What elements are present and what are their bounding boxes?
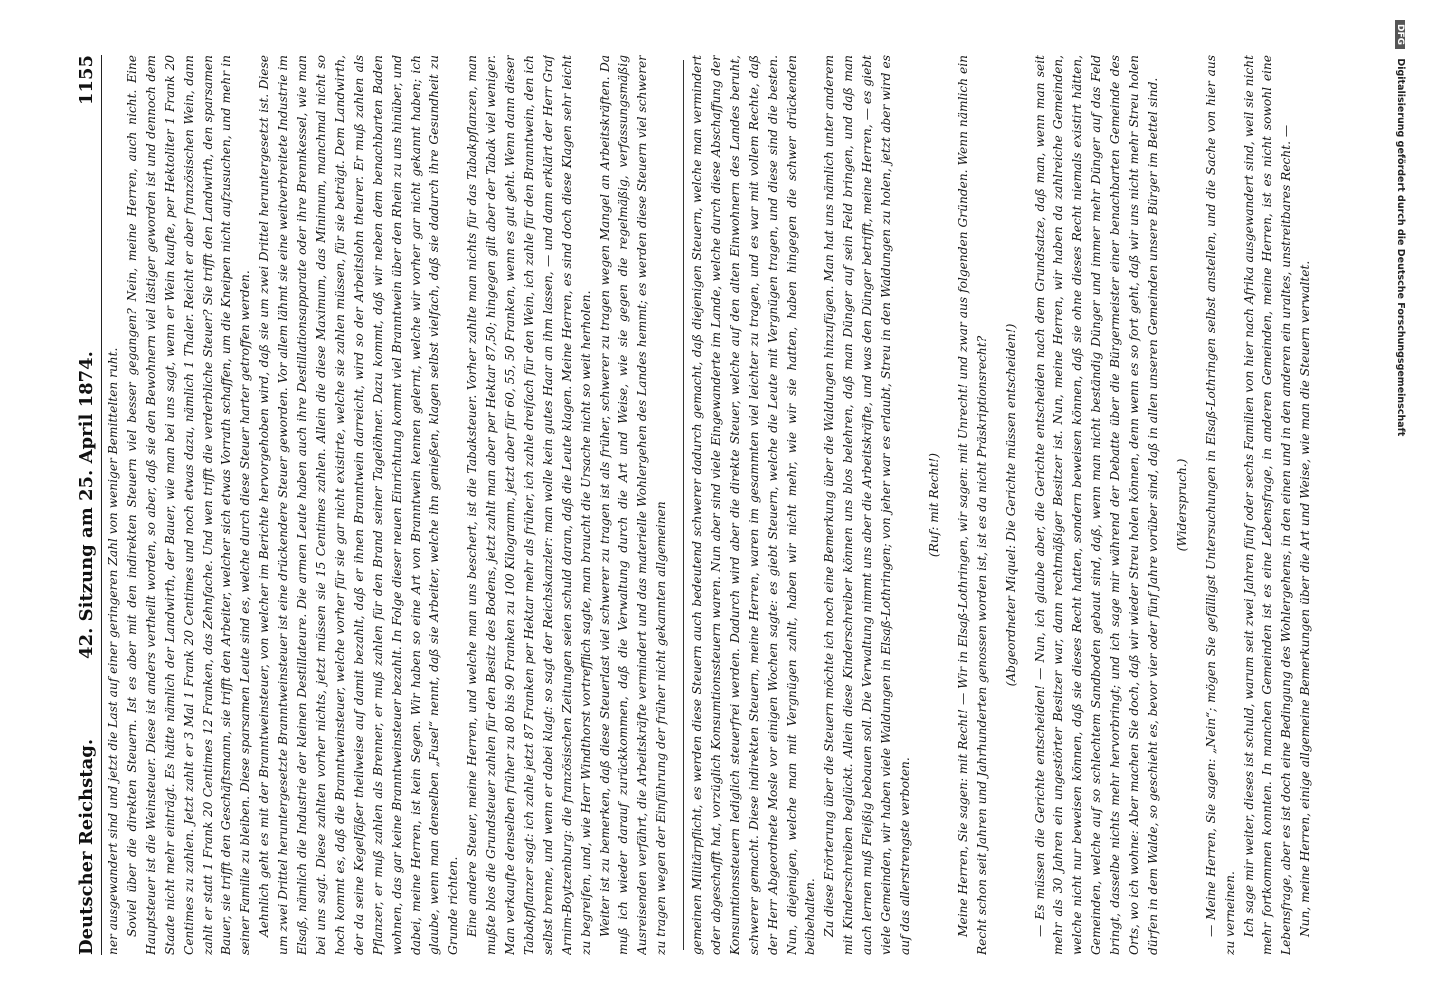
dfg-logo: DFG xyxy=(1395,20,1405,49)
paragraph: Meine Herren, Sie sagen: mit Recht! — Wir in Elsaß-Lothringen, wir sagen: mit Unrecht! und zwar aus folgenden Gründen. Wenn nämlich ein Recht schon seit Jahren und Jahrhunderten genossen worden ist, ist es da nicht Präskriptionsrecht? xyxy=(955,55,989,955)
paragraph: Eine andere Steuer, meine Herren, und welche man uns beschert, ist die Tabaksteuer. Vorher zahlte man nichts für das Tabakpflanzen, man mußte blos die Grundsteuer zahlen für den Besitz des Bodens, jetzt zahlt man aber per Hektar 87,50; hingegen gilt aber der Tabak viel weniger. Man verkaufte denselben früher zu 80 bis 90 Franken zu 100 Kilogramm, jetzt aber für 60, 55, 50 Franken, wenn es gut geht. Wenn dann dieser Tabakpflanzer sagt: ich zahle jetzt 87 Franken per Hektar mehr als früher, ich zahle dreifach für den Wein, ich zahle für den Branntwein, den ich selbst brenne, und wenn er dabei klagt: so sagt der Reichskanzler: man wolle kein gutes Haar an ihm lassen, — und dann erklärt der Herr Graf Arnim-Boytzenburg: die französischen Zeitungen seien schuld daran, daß die Leute klagen. Meine Herren, es sind doch diese Klagen sehr leicht zu begreifen, und, wie Herr Windthorst vortrefflich sagte, man braucht die Ursache nicht so weit herholen. xyxy=(465,55,593,955)
paragraph: Aehnlich geht es mit der Branntweinsteuer, von welcher im Berichte hervorgehoben wird, daß sie um zwei Drittel heruntergesetzt ist. Diese um zwei Drittel heruntergesetzte Branntweinsteuer ist eine drückendere Steuer geworden. Vor allem lähmt sie eine weitverbreitete Industrie im Elsaß, nämlich die Industrie der kleinen Destillateure. Die armen Leute haben auch ihre Destillationsapparate oder ihre Brennkessel, wie man bei uns sagt. Diese zahlten vorher nichts, jetzt müssen sie 15 Centimes zahlen. Allein die diese Maximum, das Minimum, manchmal nicht so hoch kommt es, daß die Branntweinsteuer, welche vorher für sie gar nicht existirte, welche sie zahlen müssen, für sie beträgt. Dem Landwirth, der da seine Kegelfäßer theilweise auf damit bezahlt, daß er ihnen Branntwein darreicht, wird so der Arbeitslohn theurer. Er muß zahlen als Pflanzer, er muß zahlen als Brenner, er muß zahlen für den Brand seiner Tagelöhner. Dazu kommt, daß wir neben dem benachbarten Baden wohnen, das gar keine Branntweinsteuer bezahlt. In Folge dieser neuen Einrichtung kommt viel Branntwein über den Rhein zu uns hinüber, und dabei, meine Herren, ist kein Segen. Wir haben so eine Art von Branntwein kennen gelernt, welche wir vorher gar nicht gekannt haben; ich glaube, wenn man denselben „Fusel“ nennt, daß sie Arbeiter, welche ihn genießen, klagen selbst vielfach, daß sie dadurch ihre Gesundheit zu Grunde richten. xyxy=(257,55,461,955)
paragraph: (Abgeordneter Miquel: Die Gerichte müssen entscheiden!) xyxy=(1003,323,1018,687)
paragraph: — Es müssen die Gerichte entscheiden! — Nun, ich glaube aber, die Gerichte entscheiden nach dem Grundsatze, daß man, wenn man seit mehr als 30 Jahren ein ungestörter Besitzer war, dann rechtmäßiger Besitzer ist. Nun, meine Herren, wir haben da zahlreiche Gemeinden, welche nicht nur beweisen können, daß sie dieses Recht hatten, sondern beweisen können, daß sie ohne dieses Recht niemals existirt hätten, Gemeinden, welche auf so schlechtem Sandboden gebaut sind, daß, wenn man nicht beständig Dünger und immer mehr Dünger auf das Feld bringt, dasselbe nichts mehr hervorbringt; und ich sage mir während der Debatte über die Bürgermeister einer benachbarten Gemeinde des Orts, wo ich wohne: Aber machen Sie doch, daß wir wieder Streu holen können, denn wenn es so fort geht, daß wir uns nicht mehr Streu holen dürfen in dem Walde, so geschieht es, bevor vier oder fünf Jahre vorüber sind, daß in allen unseren Gemeinden unsere Bürger im Bettel sind. xyxy=(1032,55,1160,955)
paragraph: Nun, meine Herren, einige allgemeine Bemerkungen über die Art und Weise, wie man die Steuern verwaltet. xyxy=(1298,260,1313,937)
paragraph: — Meine Herren, Sie sagen: „Nein“; mögen Sie gefälligst Untersuchungen in Elsaß-Lothringen selbst anstellen, und die Sache von hier aus zu verneinen. xyxy=(1203,55,1237,955)
paragraph: Zu diese Erörterung über die Steuern möchte ich noch eine Bemerkung über die Waldungen hinzufügen. Man hat uns nämlich unter anderem mit Kinderschreiben beglückt. Allein diese Kinderschreiber können uns blos belehren, daß man Dünger auf sein Feld bringen, und daß man auch lernen muß Fleißig bebauen soll. Die Verwaltung nimmt uns aber die Arbeitskräfte, und was den Dünger betrifft, meine Herren, — es giebt viele Gemeinden, wir haben viele Waldungen in Elsaß-Lothringen; von jeher war es erlaubt, Streu in den Waldungen zu holen, jetzt aber wird es auf das allerstrengste verboten. xyxy=(822,55,912,955)
publication-title: Deutscher Reichstag. xyxy=(75,738,97,955)
paragraph: gemeinen Militärpflicht, es werden diese Steuern auch bedeutend schwerer dadurch gemacht, daß diejenigen Steuern, welche man vermindert oder abgeschafft hat, vorzüglich Konsumtionssteuern waren. Nun aber sind viele Eingewanderte im Lande, welche durch diese Abschaffung der Konsumtionssteuern lediglich steuerfrei werden. Dadurch wird aber die direkte Steuer, welche auf den alten Einwohnern des Landes beruht, schwerer gemacht. Diese indirekten Steuern, meine Herren, waren im gesammten viel leichter zu tragen, und es war mit vollem Rechte, daß der Herr Abgeordnete Mosle vor einigen Wochen sagte: es giebt Steuern, welche die Leute mit Vergnügen tragen, und diese sind die besten. Nun, diejenigen, welche man mit Vergnügen zahlt, haben wir nicht mehr, wie wir sie hatten, haben hingegen die schwer drückenden beibehalten. xyxy=(690,55,818,955)
column-divider xyxy=(683,60,684,950)
paragraph: Soviel über die direkten Steuern. Ist es aber mit den indirekten Steuern viel besser gegangen? Nein, meine Herren, auch nicht. Eine Hauptsteuer ist die Weinsteuer. Diese ist anders vertheilt worden, so aber, daß sie den Bewohnern viel lästiger geworden ist und dennoch dem Staate nicht mehr einträgt. Es hätte nämlich der Landwirth, der Bauer, wie man bei uns sagt, wenn er Wein kaufte, per Hektoliter 1 Frank 20 Centimes zu zahlen. Jetzt zahlt er 3 Mal 1 Frank 20 Centimes und noch etwas dazu, nämlich 1 Thaler. Reicht er aber französischen Wein, dann zahlt er statt 1 Frank 20 Centimes 12 Franken, das Zehnfache. Und wen trifft die verderbliche Steuer? Sie trifft den Landwirth, den sparsamen Bauer, sie trifft den Geschäftsmann, sie trifft den Arbeiter, welcher sich etwas Vorrath schaffen, um die Kneipen nicht aufzusuchen, und mehr in seiner Familie zu bleiben. Diese sparsamen Leute sind es, welche durch diese Steuer harter getroffen werden. xyxy=(124,55,253,955)
paragraph: Ich sage mir weiter, dieses ist schuld, warum seit zwei Jahren fünf oder sechs Familien von hier nach Afrika ausgewandert sind, weil sie nicht mehr fortkommen konnten. In manchen Gemeinden ist es eine Lebensfrage, in anderen Gemeinden, meine Herren, ist es nicht sowohl eine Lebensfrage, aber es ist doch eine Bedingung des Wohlergehens, in den einen und in den anderen ein uraltes, unstreitbares Recht. — xyxy=(1241,55,1294,955)
text-column-left xyxy=(104,55,680,955)
page-number: 1155 xyxy=(75,55,97,106)
page-header xyxy=(74,55,98,955)
digitization-credit xyxy=(1386,20,1406,980)
paragraph: Weiter ist zu bemerken, daß diese Steuerlast viel schwerer zu tragen ist als früher, schwerer zu tragen wegen Mangel an Arbeitskräften. Da muß ich wieder darauf zurückkommen, daß die Verwaltung durch die Art und Weise, wie sie gegen die regelmäßig, verfassungsmäßig Ausreisenden verfährt, die Arbeitskräfte vermindert und das materielle Wohlergehen des Landes hemmt; es werden diese Steuern viel schwerer zu tragen wegen der Einführung der früher nicht gekannten allgemeinen xyxy=(597,55,669,955)
header-rule xyxy=(101,55,102,955)
paragraph: ner ausgewandert sind und jetzt die Last auf einer geringeren Zahl von weniger Bemittelten ruht. xyxy=(106,347,120,955)
paragraph: (Ruf: mit Recht!) xyxy=(926,452,941,558)
session-title: 42. Sitzung am 25. April 1874. xyxy=(75,351,97,659)
paragraph: (Widerspruch.) xyxy=(1174,458,1189,552)
text-column-right xyxy=(688,55,1388,955)
credit-text: Digitalisierung gefördert durch die Deutsche Forschungsgemeinschaft xyxy=(1395,58,1406,437)
